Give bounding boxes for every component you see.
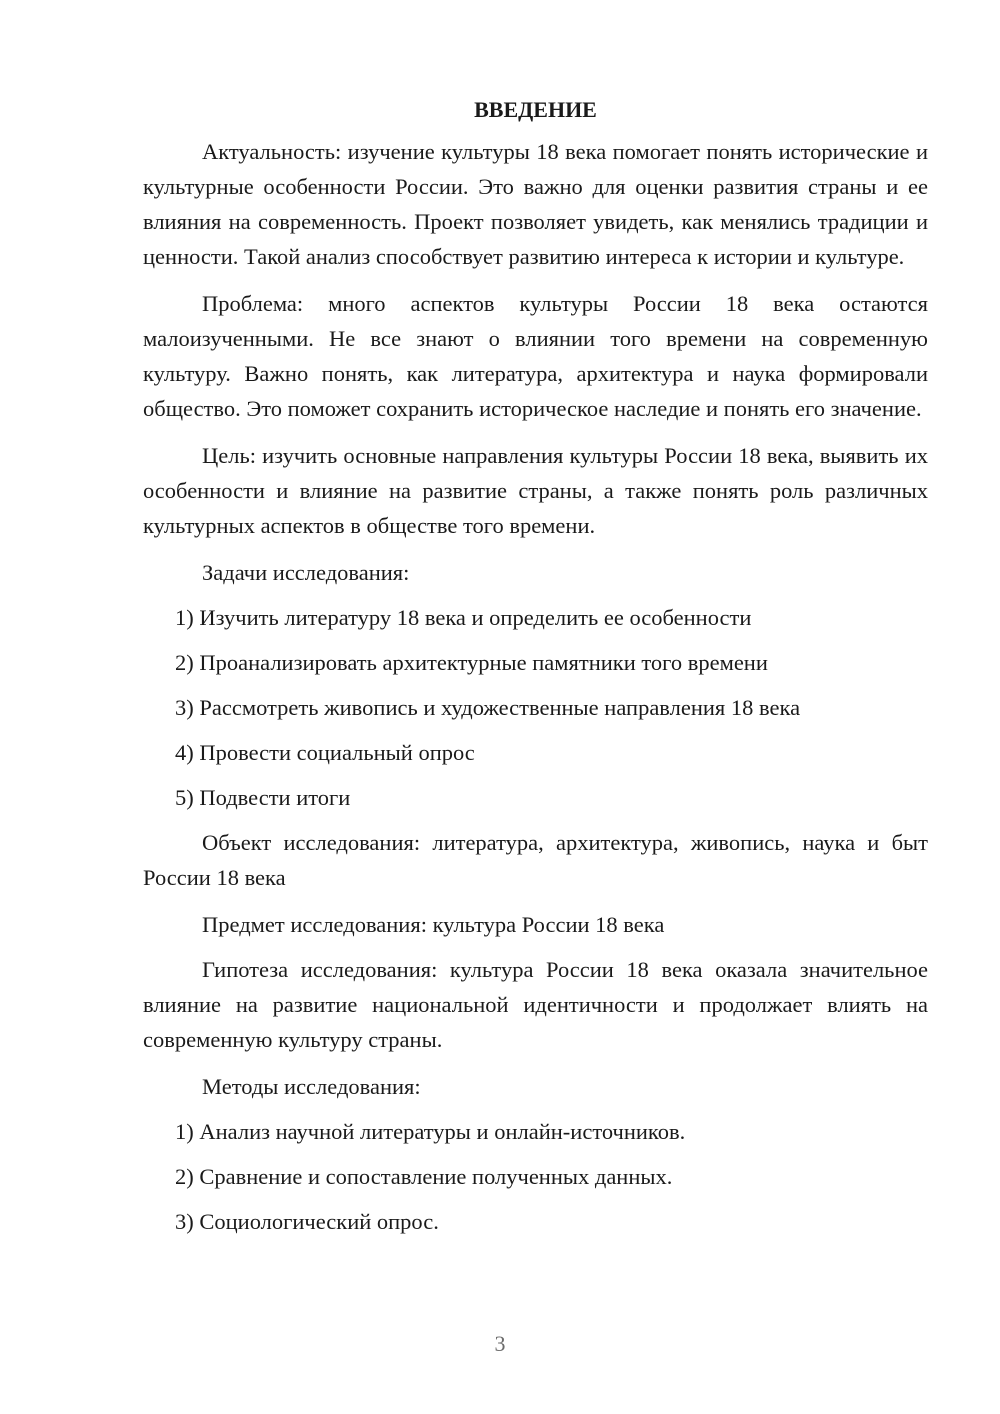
task-item: 2) Проанализировать архитектурные памятники того времени [175,650,768,675]
methods-heading: Методы исследования: [202,1074,421,1099]
method-item: 3) Социологический опрос. [175,1209,439,1234]
task-item: 3) Рассмотреть живопись и художественные направления 18 века [175,695,801,720]
method-item: 2) Сравнение и сопоставление полученных данных. [175,1164,673,1189]
task-item: 1) Изучить литературу 18 века и определить ее особенности [175,605,752,630]
section-title: ВВЕДЕНИЕ [474,97,597,122]
page-number: 3 [494,1331,506,1356]
page-content [143,92,928,1249]
hypothesis-paragraph: Гипотеза исследования: культура России 18 века оказала значительное влияние на развитие национальной идентичности и продолжает влиять на современную культуру страны. [143,957,928,1052]
tasks-heading: Задачи исследования: [202,560,410,585]
task-item: 4) Провести социальный опрос [175,740,475,765]
subject-paragraph: Предмет исследования: культура России 18 века [202,912,665,937]
goal-paragraph: Цель: изучить основные направления культуры России 18 века, выявить их особенности и влияние на развитие страны, а также понять роль различных культурных аспектов в обществе того времени. [143,443,928,538]
task-item: 5) Подвести итоги [175,785,351,810]
problem-paragraph: Проблема: много аспектов культуры России 18 века остаются малоизученными. Не все знают о влиянии того времени на современную культуру. Важно понять, как литература, архитектура и наука формировали общество. Это поможет сохранить историческое наследие и понять его значение. [143,291,928,421]
method-item: 1) Анализ научной литературы и онлайн-источников. [175,1119,686,1144]
object-paragraph: Объект исследования: литература, архитектура, живопись, наука и быт России 18 века [143,830,928,890]
relevance-paragraph: Актуальность: изучение культуры 18 века помогает понять исторические и культурные особенности России. Это важно для оценки развития страны и ее влияния на современность. Проект позволяет увидеть, как менялись традиции и ценности. Такой анализ способствует развитию интереса к истории и культуре. [143,139,928,269]
